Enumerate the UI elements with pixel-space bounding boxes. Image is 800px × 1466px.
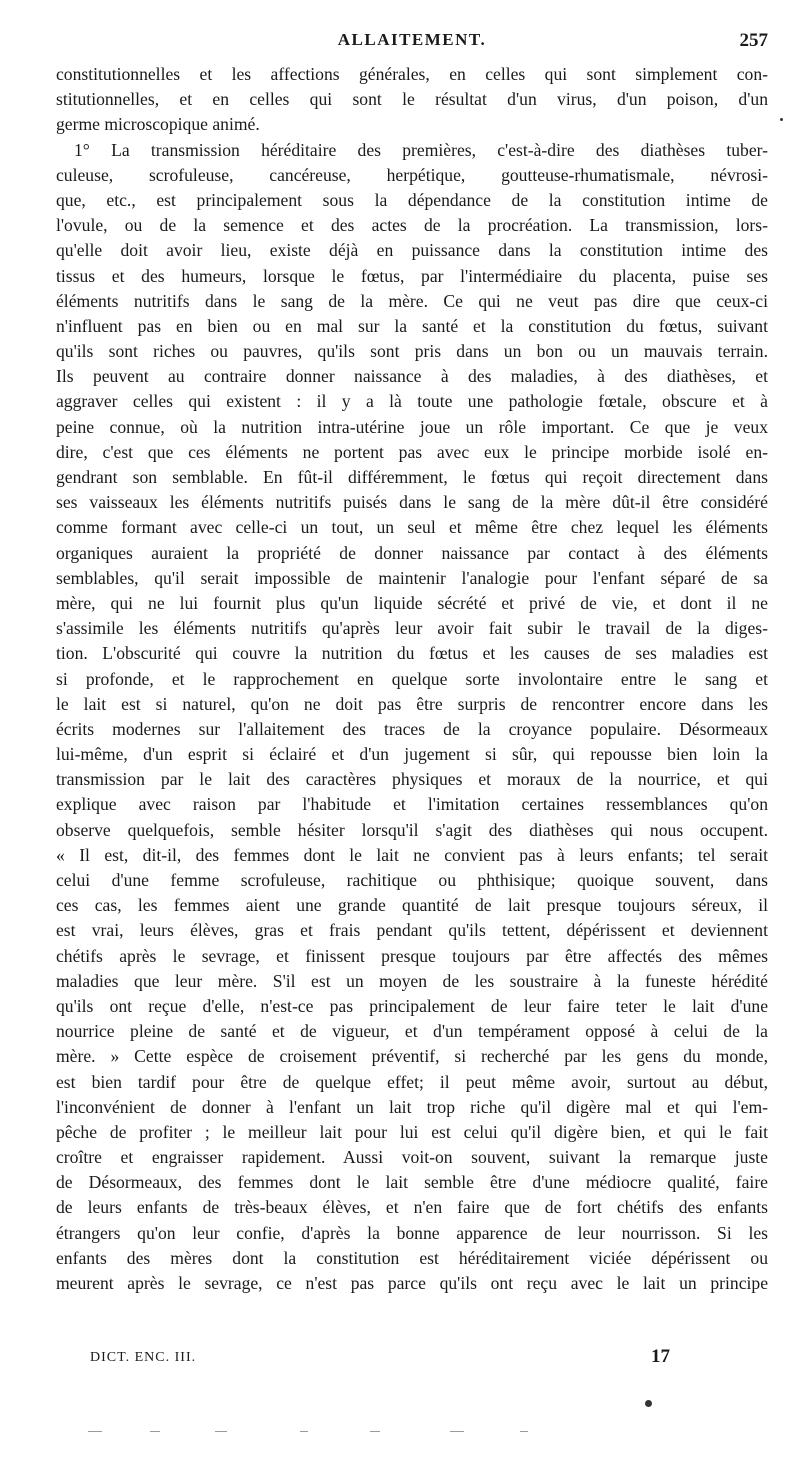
- signature-mark: 17: [651, 1346, 670, 1367]
- text-line: pêche de profiter ; le meilleur lait pour lui est celui qu'il digère bien, et qui le fait: [56, 1121, 768, 1142]
- running-title: ALLAITEMENT.: [337, 30, 487, 49]
- text-line: celui d'une femme scrofuleuse, rachitique ou phthisique; quoique souvent, dans: [56, 870, 768, 890]
- text-line: explique avec raison par l'habitude et l'imitation certaines ressemblances qu'on: [56, 794, 768, 815]
- text-line: Ils peuvent au contraire donner naissance à des maladies, à des diathèses, et: [56, 366, 768, 387]
- text-line: gendrant son semblable. En fût-il différemment, le fœtus qui reçoit directement dans: [56, 467, 768, 487]
- text-line: qu'elle doit avoir lieu, existe déjà en puissance dans la constitution intime des: [56, 240, 768, 261]
- footer: [90, 1346, 670, 1372]
- margin-mark: [88, 1431, 102, 1432]
- text-line: « Il est, dit-il, des femmes dont le lait ne convient pas à leurs enfants; tel serait: [56, 844, 768, 865]
- margin-mark: [215, 1431, 227, 1432]
- text-line: stitutionnelles, et en celles qui sont le résultat d'un virus, d'un poison, d'un: [56, 89, 768, 110]
- ink-speck: [780, 118, 783, 121]
- margin-mark: [370, 1431, 380, 1432]
- text-line: organiques auraient la propriété de donner naissance par contact à des éléments: [56, 542, 768, 563]
- text-line: comme formant avec celle-ci un tout, un seul et même être chez lequel les éléments: [56, 517, 768, 538]
- running-head: [56, 30, 768, 58]
- text-line: mère. » Cette espèce de croisement préventif, si recherché par les gens du monde,: [56, 1046, 768, 1067]
- text-line: peine connue, où la nutrition intra-utérine joue un rôle important. Ce que je veux: [56, 416, 768, 437]
- text-line: tion. L'obscurité qui couvre la nutrition du fœtus et les causes de ses maladies est: [56, 643, 768, 664]
- text-line: que, etc., est principalement sous la dépendance de la constitution intime de: [56, 189, 768, 210]
- text-line: tissus et des humeurs, lorsque le fœtus, par l'intermédiaire du placenta, puise ses: [56, 265, 768, 286]
- text-line: éléments nutritifs dans le sang de la mère. Ce qui ne veut pas dire que ceux-ci: [56, 290, 768, 311]
- text-line: semblables, qu'il serait impossible de maintenir l'analogie pour l'enfant séparé de sa: [56, 567, 768, 588]
- text-line: qu'ils ont reçue d'elle, n'est-ce pas principalement de leur faire teter le lait d'une: [56, 995, 768, 1016]
- text-line: l'ovule, ou de la semence et des actes de la procréation. La transmission, lors-: [56, 215, 768, 236]
- text-line: l'inconvénient de donner à l'enfant un lait trop riche qu'il digère mal et qui l'em-: [56, 1096, 768, 1117]
- text-line: mère, qui ne lui fournit plus qu'un liquide sécrété et privé de vie, et dont il ne: [56, 592, 768, 613]
- margin-mark: [520, 1431, 528, 1432]
- text-line: le lait est si naturel, qu'on ne doit pas être surpris de rencontrer encore dans les: [56, 693, 768, 714]
- margin-mark: [150, 1431, 160, 1432]
- text-line: lui-même, d'un esprit si éclairé et d'un jugement si sûr, qui repousse bien loin la: [56, 744, 768, 765]
- text-line: chétifs après le sevrage, et finissent presque toujours par être affectés des mêmes: [56, 945, 768, 966]
- text-line: meurent après le sevrage, ce n'est pas parce qu'ils ont reçu avec le lait un principe: [56, 1273, 768, 1293]
- ink-speck: [645, 1400, 652, 1407]
- text-line: germe microscopique animé.: [56, 114, 260, 135]
- text-line: est bien tardif pour être de quelque effet; il peut même avoir, surtout au début,: [56, 1071, 768, 1092]
- text-line: ses vaisseaux les éléments nutritifs puisés dans le sang de la mère dût-il être considéré: [56, 492, 768, 513]
- text-line: étrangers qu'on leur confie, d'après la bonne apparence de leur nourrisson. Si les: [56, 1222, 768, 1243]
- body-text: [56, 62, 768, 1321]
- text-line: est vrai, leurs élèves, gras et frais pendant qu'ils tettent, dépérissent et deviennent: [56, 920, 768, 941]
- text-line: ces cas, les femmes aient une grande quantité de lait presque toujours séreux, il: [56, 895, 768, 916]
- margin-mark: [300, 1431, 308, 1432]
- text-line: de Désormeaux, des femmes dont le lait semble être d'une médiocre qualité, faire: [56, 1172, 768, 1193]
- text-line: maladies que leur mère. S'il est un moyen de les soustraire à la funeste hérédité: [56, 970, 768, 991]
- text-line: n'influent pas en bien ou en mal sur la santé et la constitution du fœtus, suivant: [56, 315, 768, 336]
- text-line: croître et engraisser rapidement. Aussi voit-on souvent, suivant la remarque juste: [56, 1147, 768, 1168]
- text-line: dire, c'est que ces éléments ne portent pas avec eux le principe morbide isolé en-: [56, 441, 768, 462]
- text-line: aggraver celles qui existent : il y a là toute une pathologie fœtale, obscure et à: [56, 391, 768, 412]
- text-line: transmission par le lait des caractères physiques et moraux de la nourrice, et qui: [56, 769, 768, 790]
- text-line: si profonde, et le rapprochement en quelque sorte involontaire entre le sang et: [56, 668, 768, 689]
- text-line: enfants des mères dont la constitution est héréditairement viciée dépérissent ou: [56, 1247, 768, 1268]
- text-line: nourrice pleine de santé et de vigueur, et d'un tempérament opposé à celui de la: [56, 1021, 768, 1042]
- page-number: 257: [739, 30, 768, 51]
- text-line: de leurs enfants de très-beaux élèves, et n'en faire que de fort chétifs des enfants: [56, 1197, 768, 1218]
- text-line: constitutionnelles et les affections générales, en celles qui sont simplement con-: [56, 64, 768, 84]
- text-line: observe quelquefois, semble hésiter lorsqu'il s'agit des diathèses qui nous occupent.: [56, 819, 768, 840]
- text-line: s'assimile les éléments nutritifs qu'après leur avoir fait subir le travail de la diges-: [56, 618, 768, 639]
- signature-line: DICT. ENC. III.: [90, 1350, 197, 1365]
- text-line: écrits modernes sur l'allaitement des traces de la croyance populaire. Désormeaux: [56, 718, 768, 739]
- text-line: 1° La transmission héréditaire des premières, c'est-à-dire des diathèses tuber-: [74, 139, 768, 160]
- margin-mark: [450, 1431, 464, 1432]
- text-line: qu'ils sont riches ou pauvres, qu'ils sont pris dans un bon ou un mauvais terrain.: [56, 341, 768, 362]
- text-line: [56, 1296, 768, 1321]
- text-line: culeuse, scrofuleuse, cancéreuse, herpétique, goutteuse-rhumatismale, névrosi-: [56, 164, 768, 185]
